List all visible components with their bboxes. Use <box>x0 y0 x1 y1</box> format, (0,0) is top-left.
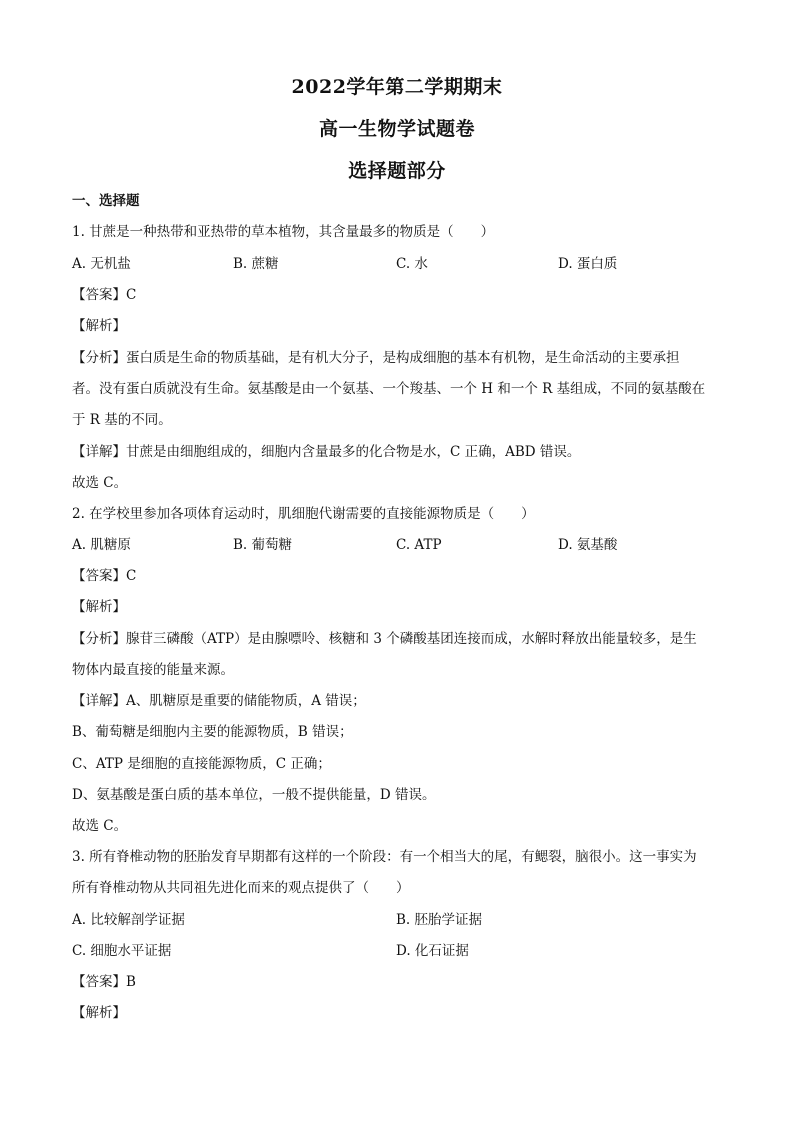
q2-option-a: A. 肌糖原 <box>72 537 131 553</box>
q2-conclusion: 故选 C。 <box>72 818 128 834</box>
exam-title: 2022学年第二学期期末 <box>291 76 503 98</box>
q3-analysis-label: 【解析】 <box>72 1005 126 1021</box>
exam-subtitle: 高一生物学试题卷 <box>318 118 475 140</box>
q1-fenxi-line-3: 于 R 基的不同。 <box>72 412 172 428</box>
q2-option-d: D. 氨基酸 <box>558 537 618 553</box>
q3-option-b: B. 胚胎学证据 <box>396 912 483 928</box>
q1-stem: 1. 甘蔗是一种热带和亚热带的草本植物，其含量最多的物质是（ ） <box>72 224 495 240</box>
q3-stem-line-1: 3. 所有脊椎动物的胚胎发育早期都有这样的一个阶段：有一个相当大的尾，有鳃裂，脑很小。这一事实为 <box>72 849 697 865</box>
q2-xiangjie-line-2: B、葡萄糖是细胞内主要的能源物质，B 错误； <box>72 724 353 740</box>
q2-xiangjie-line-4: D、氨基酸是蛋白质的基本单位，一般不提供能量，D 错误。 <box>72 787 436 803</box>
q1-answer: 【答案】C <box>72 287 137 303</box>
q1-fenxi-line-2: 者。没有蛋白质就没有生命。氨基酸是由一个氨基、一个羧基、一个 H 和一个 R 基组成，不同的氨基酸在 <box>72 381 706 397</box>
q1-option-c: C. 水 <box>396 256 428 272</box>
q3-option-a: A. 比较解剖学证据 <box>72 912 185 928</box>
q1-fenxi-line-1: 【分析】蛋白质是生命的物质基础，是有机大分子，是构成细胞的基本有机物，是生命活动的主要承担 <box>72 350 680 366</box>
q2-answer: 【答案】C <box>72 568 137 584</box>
q2-fenxi-line-1: 【分析】腺苷三磷酸（ATP）是由腺嘌呤、核糖和 3 个磷酸基团连接而成，水解时释放出能量较多，是生 <box>72 631 697 647</box>
section-label: 一、选择题 <box>72 193 140 209</box>
q3-option-d: D. 化石证据 <box>396 943 469 959</box>
q2-xiangjie-line-1: 【详解】A、肌糖原是重要的储能物质，A 错误； <box>72 693 366 709</box>
q2-stem: 2. 在学校里参加各项体育运动时，肌细胞代谢需要的直接能源物质是（ ） <box>72 506 535 522</box>
q3-option-c: C. 细胞水平证据 <box>72 943 172 959</box>
q1-option-b: B. 蔗糖 <box>233 256 279 272</box>
q1-option-a: A. 无机盐 <box>72 256 131 272</box>
q2-fenxi-line-2: 物体内最直接的能量来源。 <box>72 662 234 678</box>
q1-option-d: D. 蛋白质 <box>558 256 618 272</box>
q2-option-b: B. 葡萄糖 <box>233 537 293 553</box>
q1-xiangjie: 【详解】甘蔗是由细胞组成的，细胞内含量最多的化合物是水，C 正确，ABD 错误。 <box>72 444 581 460</box>
q3-stem-line-2: 所有脊椎动物从共同祖先进化而来的观点提供了（ ） <box>72 880 410 896</box>
section-heading: 选择题部分 <box>348 160 446 182</box>
q2-xiangjie-line-3: C、ATP 是细胞的直接能源物质，C 正确； <box>72 756 331 772</box>
q2-analysis-label: 【解析】 <box>72 599 126 615</box>
q1-conclusion: 故选 C。 <box>72 475 128 491</box>
q2-option-c: C. ATP <box>396 537 442 553</box>
q1-analysis-label: 【解析】 <box>72 318 126 334</box>
q3-answer: 【答案】B <box>72 974 136 990</box>
